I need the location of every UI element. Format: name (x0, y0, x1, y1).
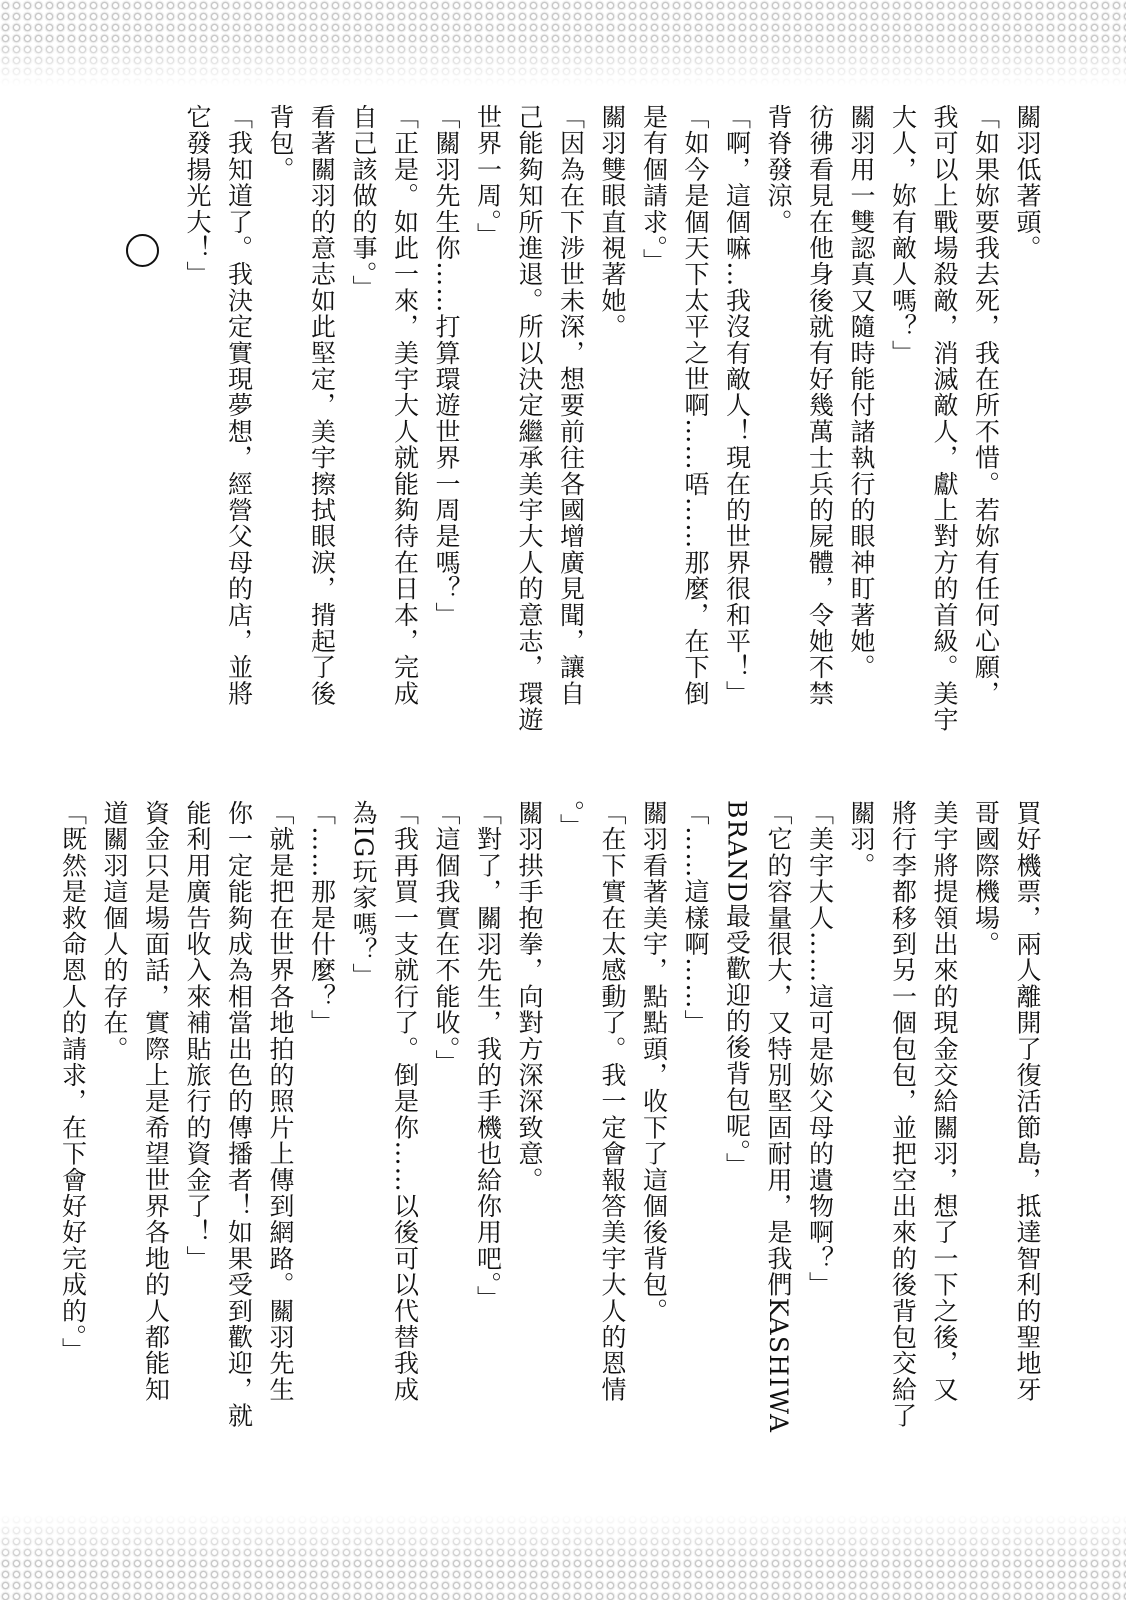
decorative-dot-border-bottom (0, 1514, 1126, 1600)
text-line: 「因為在下涉世未深，想要前往各國增廣見聞，讓自 (556, 104, 586, 707)
text-line: 買好機票，兩人離開了復活節島，抵達智利的聖地牙 (1013, 800, 1042, 1403)
text-line: 大人，妳有敵人嗎？」 (888, 104, 918, 366)
text-line: 關羽。 (847, 800, 876, 879)
text-line: 「啊，這個嘛…我沒有敵人！現在的世界很和平！」 (722, 104, 752, 707)
text-line: 「……這樣啊……」 (681, 800, 710, 1036)
top-text-block (177, 104, 1049, 780)
text-line: 「就是把在世界各地拍的照片上傳到網路。關羽先生 (266, 800, 295, 1403)
text-line: 背包。 (266, 104, 295, 183)
text-line: 看著關羽的意志如此堅定，美宇擦拭眼淚，揹起了後 (307, 104, 337, 707)
text-line: 它發揚光大！」 (183, 104, 212, 288)
text-line: 資金只是場面話，實際上是希望世界各地的人都能知 (141, 800, 171, 1403)
text-line: 。」 (556, 800, 586, 840)
text-line: 關羽雙眼直視著她。 (598, 104, 627, 340)
text-line: 美宇將提領出來的現金交給關羽，想了一下之後，又 (930, 800, 959, 1403)
text-line: BRAND最受歡迎的後背包呢。」 (722, 800, 752, 1179)
text-line: 能利用廣告收入來補貼旅行的資金了！」 (183, 800, 212, 1272)
text-line: 彷彿看見在他身後就有好幾萬士兵的屍體，令她不禁 (805, 104, 835, 707)
text-line: 「正是。如此一來，美宇大人就能夠待在日本，完成 (390, 104, 420, 707)
text-line: 「如果妳要我去死，我在所不惜。若妳有任何心願， (971, 104, 1001, 707)
text-line: 「我再買一支就行了。倒是你……以後可以代替我成 (390, 800, 420, 1403)
text-line: 關羽拱手抱拳，向對方深深致意。 (515, 800, 544, 1193)
text-line: 將行李都移到另一個包包，並把空出來的後背包交給了 (888, 800, 918, 1429)
text-line: 「我知道了。我決定實現夢想，經營父母的店，並將 (224, 104, 254, 707)
text-line: 「關羽先生你……打算環遊世界一周是嗎？」 (432, 104, 461, 628)
text-line: 關羽用一雙認真又隨時能付諸執行的眼神盯著她。 (847, 104, 876, 681)
text-line: 「……那是什麼？」 (307, 800, 337, 1036)
text-line: 哥國際機場。 (971, 800, 1001, 958)
text-line: 背脊發涼。 (764, 104, 793, 235)
text-line: 道關羽這個人的存在。 (100, 800, 129, 1062)
text-line: 「美宇大人……這可是妳父母的遺物啊？」 (805, 800, 835, 1298)
text-line: 我可以上戰場殺敵，消滅敵人，獻上對方的首級。美宇 (930, 104, 959, 733)
text-line: 「對了，關羽先生，我的手機也給你用吧。」 (473, 800, 503, 1312)
bottom-text-block (52, 800, 1048, 1476)
text-line: 關羽低著頭。 (1013, 104, 1042, 262)
text-line: 「既然是救命恩人的請求，在下會好好完成的。」 (58, 800, 88, 1364)
text-line: 世界一周。」 (473, 104, 503, 249)
text-line: 關羽看著美宇，點點頭，收下了這個後背包。 (639, 800, 669, 1324)
decorative-dot-border-top (0, 0, 1126, 86)
text-line: 己能夠知所進退。所以決定繼承美宇大人的意志，環遊 (515, 104, 544, 733)
text-line: 是有個請求。」 (639, 104, 669, 275)
text-line: 自己該做的事。」 (349, 104, 378, 302)
text-line: 為IG玩家嗎？」 (349, 800, 378, 990)
scene-break-circle-icon (126, 234, 159, 267)
text-line: 「在下實在太感動了。我一定會報答美宇大人的恩情 (598, 800, 627, 1403)
text-line: 「它的容量很大，又特別堅固耐用，是我們KASHIWA (764, 800, 793, 1434)
text-line: 你一定能夠成為相當出色的傳播者！如果受到歡迎，就 (224, 800, 254, 1429)
text-line: 「如今是個天下太平之世啊……唔……那麼，在下倒 (681, 104, 710, 707)
text-line: 「這個我實在不能收。」 (432, 800, 461, 1076)
